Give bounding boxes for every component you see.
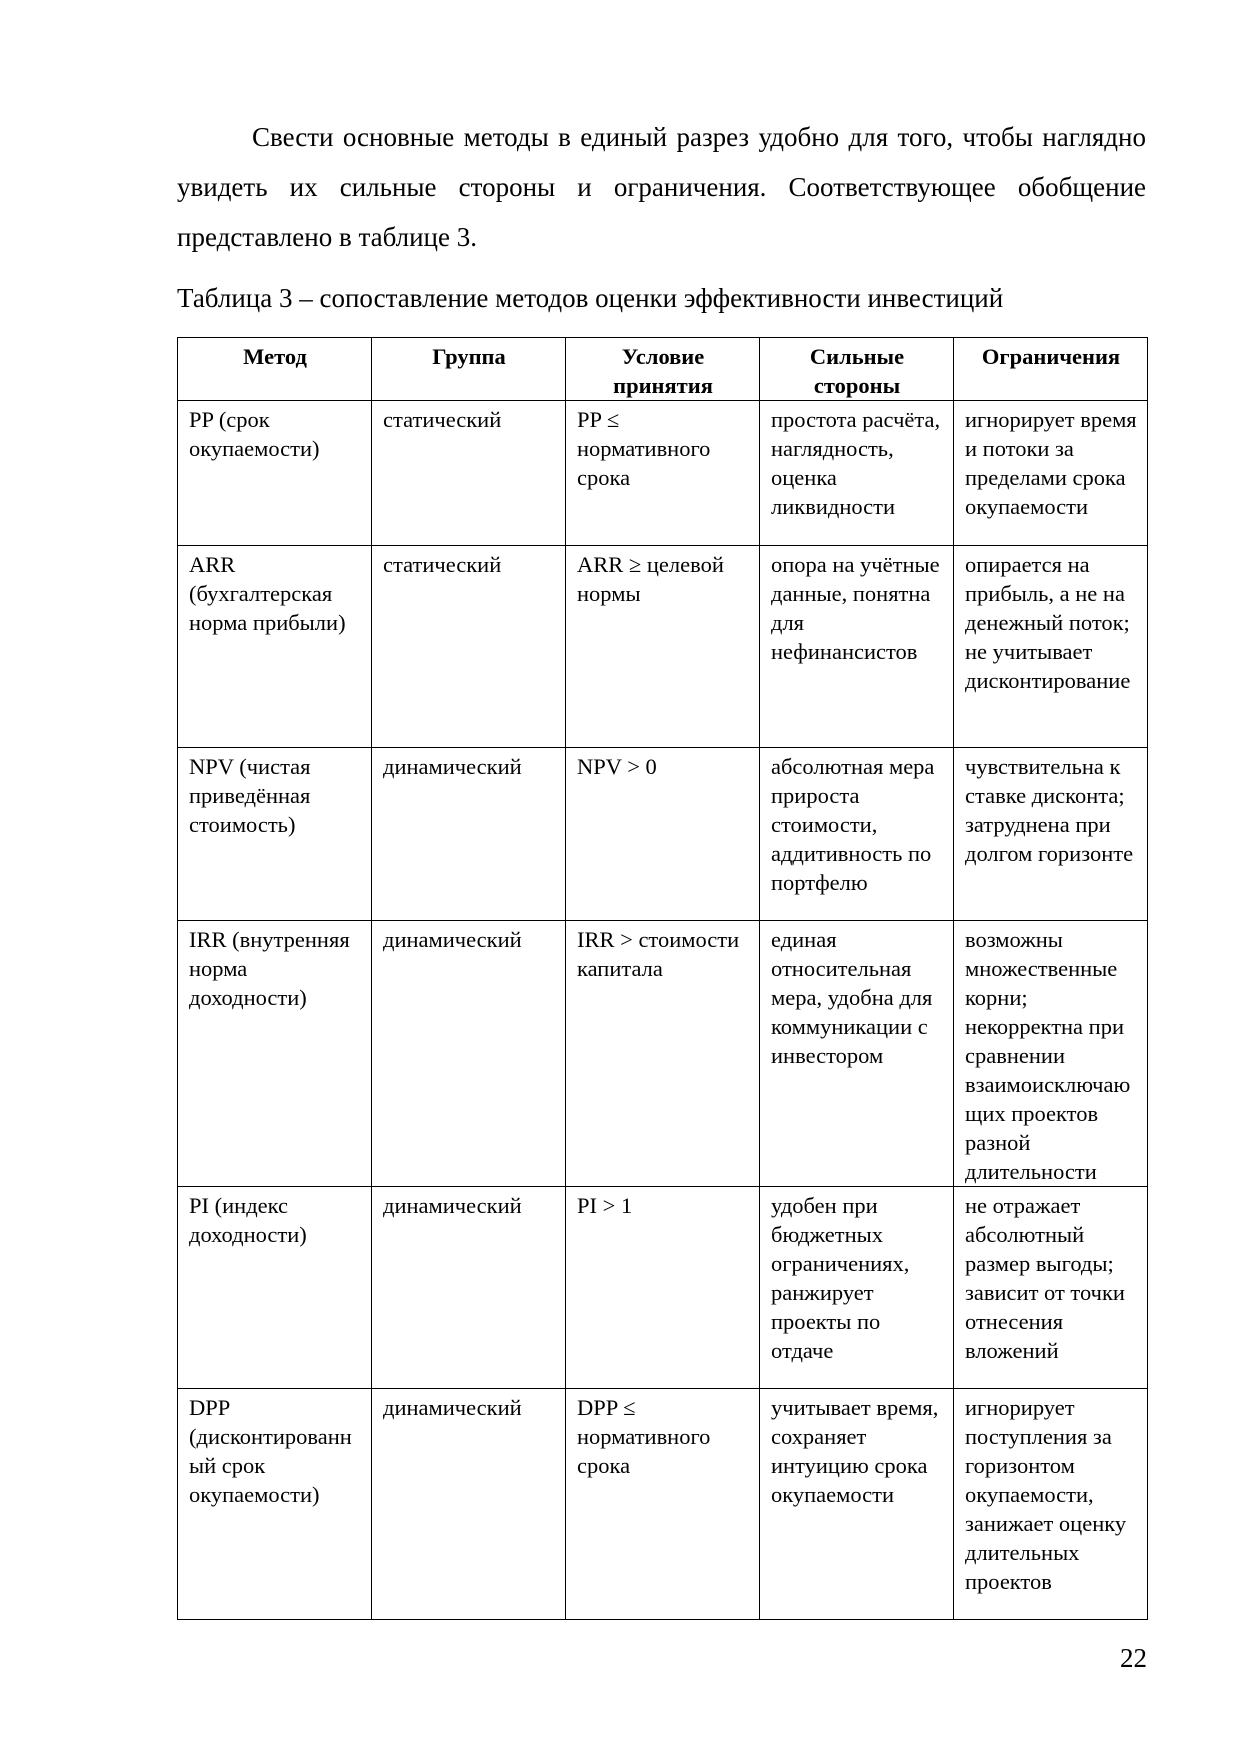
cell-method: DPP (дисконтированный срок окупаемости): [178, 1389, 372, 1620]
table-row: [178, 1389, 1148, 1620]
cell-condition: PP ≤ нормативного срока: [566, 401, 760, 546]
cell-method: PP (срок окупаемости): [178, 401, 372, 546]
page-number: 22: [1120, 1643, 1147, 1673]
table-row: [178, 748, 1148, 921]
cell-group: статический: [372, 401, 566, 546]
cell-condition: IRR > стоимости капитала: [566, 921, 760, 1187]
cell-method: ARR (бухгалтерская норма прибыли): [178, 546, 372, 748]
table-row: [178, 921, 1148, 1187]
cell-limitations: опирается на прибыль, а не на денежный поток; не учитывает дисконтирование: [954, 546, 1148, 748]
cell-group: динамический: [372, 921, 566, 1187]
cell-limitations: чувствительна к ставке дисконта; затруднена при долгом горизонте: [954, 748, 1148, 921]
cell-limitations: возможны множественные корни; некорректна при сравнении взаимоисключающих проектов разной длительности: [954, 921, 1148, 1187]
intro-paragraph: Свести основные методы в единый разрез удобно для того, чтобы наглядно увидеть их сильные стороны и ограничения. Соответствующее обобщение представлено в таблице 3.: [177, 122, 1146, 252]
cell-group: динамический: [372, 1187, 566, 1389]
cell-group: динамический: [372, 1389, 566, 1620]
cell-strengths: единая относительная мера, удобна для коммуникации с инвестором: [760, 921, 954, 1187]
table-row: [178, 546, 1148, 748]
header-method: Метод: [178, 338, 372, 401]
header-group: Группа: [372, 338, 566, 401]
cell-limitations: игнорирует время и потоки за пределами срока окупаемости: [954, 401, 1148, 546]
table-header-row: [178, 338, 1148, 401]
header-strengths: Сильные стороны: [760, 338, 954, 401]
cell-condition: PI > 1: [566, 1187, 760, 1389]
cell-limitations: не отражает абсолютный размер выгоды; зависит от точки отнесения вложений: [954, 1187, 1148, 1389]
cell-condition: NPV > 0: [566, 748, 760, 921]
header-condition: Условие принятия: [566, 338, 760, 401]
header-limitations: Ограничения: [954, 338, 1148, 401]
cell-method: PI (индекс доходности): [178, 1187, 372, 1389]
cell-method: IRR (внутренняя норма доходности): [178, 921, 372, 1187]
cell-method: NPV (чистая приведённая стоимость): [178, 748, 372, 921]
table-caption: Таблица 3 – сопоставление методов оценки эффективности инвестиций: [177, 283, 1004, 313]
methods-comparison-table: [177, 337, 1148, 1620]
cell-group: статический: [372, 546, 566, 748]
cell-limitations: игнорирует поступления за горизонтом окупаемости, занижает оценку длительных проектов: [954, 1389, 1148, 1620]
cell-condition: DPP ≤ нормативного срока: [566, 1389, 760, 1620]
cell-condition: ARR ≥ целевой нормы: [566, 546, 760, 748]
cell-strengths: простота расчёта, наглядность, оценка ликвидности: [760, 401, 954, 546]
cell-strengths: учитывает время, сохраняет интуицию срока окупаемости: [760, 1389, 954, 1620]
cell-strengths: опора на учётные данные, понятна для нефинансистов: [760, 546, 954, 748]
cell-group: динамический: [372, 748, 566, 921]
cell-strengths: абсолютная мера прироста стоимости, аддитивность по портфелю: [760, 748, 954, 921]
table-row: [178, 401, 1148, 546]
cell-strengths: удобен при бюджетных ограничениях, ранжирует проекты по отдаче: [760, 1187, 954, 1389]
table-row: [178, 1187, 1148, 1389]
